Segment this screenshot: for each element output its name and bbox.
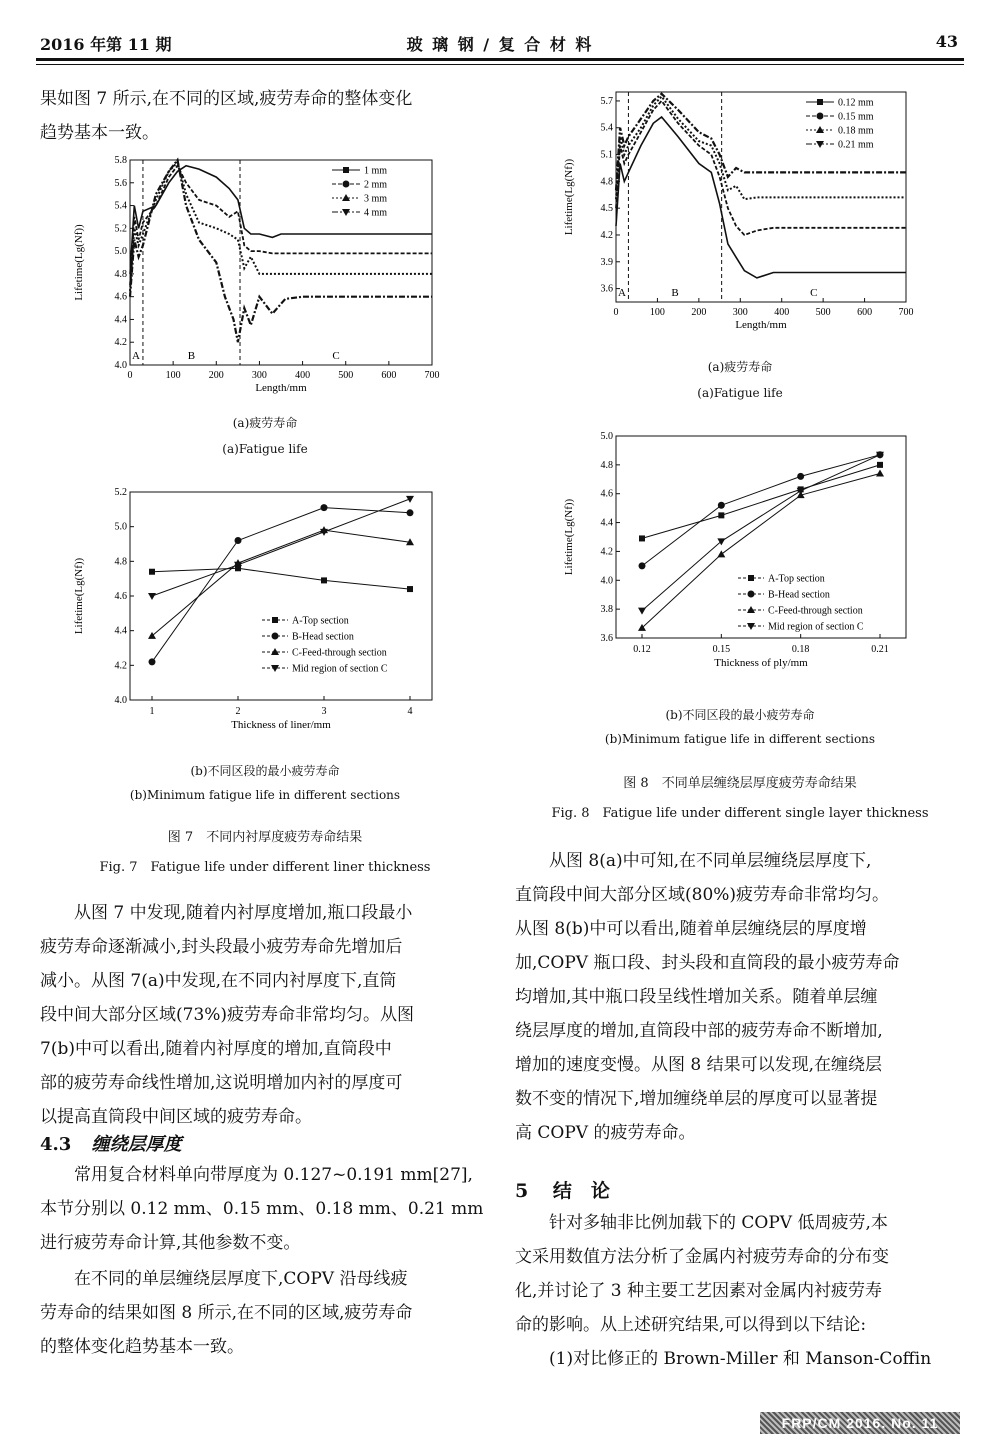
data-point [717,550,725,557]
legend-marker [272,617,278,623]
y-tick-label: 4.4 [600,517,613,529]
x-tick-label: 3 [321,706,327,717]
section-title: 缠绕层厚度 [91,1134,182,1155]
text-line: 从图 7 中发现,随着内衬厚度增加,瓶口段最小 [74,903,413,923]
text-line: 减小。从图 7(a)中发现,在不同内衬厚度下,直筒 [40,971,397,991]
y-tick-label: 4.2 [600,229,613,241]
left-paragraph-2 [40,1158,490,1260]
section-number: 4.3 [40,1134,72,1155]
text-line: 疲劳寿命逐渐减小,封头段最小疲劳寿命先增加后 [40,937,403,957]
chart-fig8a [560,86,940,348]
text-line: (1)对比修正的 Brown-Miller 和 Manson-Coffin [549,1349,932,1369]
fig7b-caption-en: (b)Minimum fatigue life in different sections [129,788,401,802]
x-tick-label: 200 [691,307,707,318]
y-tick-label: 4.2 [114,337,127,349]
text-line: 均增加,其中瓶口段呈线性增加关系。随着单层缠 [515,987,878,1007]
data-point [718,512,724,518]
text-line: 在不同的单层缠绕层厚度下,COPV 沿母线疲 [74,1269,408,1289]
section-heading-5 [515,1176,610,1203]
x-tick-label: 600 [857,307,873,318]
data-point [877,462,883,468]
text-line: 7(b)中可以看出,随着内衬厚度的增加,直筒段中 [40,1039,392,1059]
y-tick-label: 4.0 [114,695,127,706]
x-tick-label: 0.12 [633,644,651,655]
x-tick-label: 300 [732,307,748,318]
x-tick-label: 0.15 [712,644,731,655]
data-point [235,537,242,544]
text-line: 化,并讨论了 3 种主要工艺因素对金属内衬疲劳寿 [515,1281,883,1301]
fig8-title-en: Fig. 8 Fatigue life under different single layer thickness [551,806,929,821]
fig7-title-en: Fig. 7 Fatigue life under different liner thickness [99,860,431,875]
y-tick-label: 5.1 [600,149,613,161]
left-paragraph-3 [40,1262,490,1364]
x-tick-label: 700 [898,307,914,318]
y-tick-label: 4.8 [114,556,127,568]
data-point [149,658,156,665]
page-number: 43 [935,32,958,51]
x-tick-label: 600 [381,370,397,381]
series-line [642,465,880,539]
left-intro [40,82,490,150]
x-tick-label: 0 [613,307,619,318]
x-axis-label: Thickness of liner/mm [231,719,331,731]
y-tick-label: 5.4 [600,122,613,134]
y-tick-label: 5.0 [600,431,613,442]
y-tick-label: 5.7 [600,95,613,107]
text-line: 高 COPV 的疲劳寿命。 [515,1123,696,1143]
y-tick-label: 4.2 [600,546,613,558]
x-tick-label: 300 [251,370,267,381]
data-point [321,504,328,511]
y-tick-label: 5.6 [114,177,127,189]
x-tick-label: 200 [208,370,224,381]
y-tick-label: 5.2 [114,223,127,235]
y-tick-label: 5.4 [114,200,127,212]
text-line: 部的疲劳寿命线性增加,这说明增加内衬的厚度可 [40,1073,403,1093]
series-line [642,455,880,611]
section-number: 5 [515,1180,529,1202]
text-line: 果如图 7 所示,在不同的区域,疲劳寿命的整体变化 [40,89,413,109]
legend-marker [343,181,350,188]
fig8b-caption-zh: (b)不同区段的最小疲劳寿命 [665,708,815,722]
fig7b-caption-zh: (b)不同区段的最小疲劳寿命 [190,764,340,778]
x-tick-label: 500 [338,370,354,381]
x-tick-label: 1 [149,706,155,717]
legend-marker [748,575,754,581]
right-paragraph-2 [515,1206,963,1376]
legend-marker [272,633,279,640]
section-title: 结 论 [552,1180,610,1202]
fig8a-caption-en: (a)Fatigue life [697,386,783,400]
text-line: 加,COPV 瓶口段、封头段和直筒段的最小疲劳寿命 [515,953,900,973]
text-line: 趋势基本一致。 [40,123,159,143]
data-point [876,470,884,477]
y-axis-label: Lifetime(Lg(Nf)) [563,158,575,236]
data-point [639,562,646,569]
y-tick-label: 3.9 [600,256,613,268]
y-tick-label: 4.4 [114,625,127,637]
fig7a-caption-zh: (a)疲劳寿命 [232,416,298,430]
text-line: 进行疲劳寿命计算,其他参数不变。 [40,1233,301,1253]
left-paragraph-1 [40,896,490,1134]
y-tick-label: 4.6 [114,591,127,602]
legend-marker [817,99,823,105]
y-tick-label: 5.0 [114,246,127,258]
text-line: 绕层厚度的增加,直筒段中部的疲劳寿命不断增加, [515,1021,883,1041]
legend-marker [343,167,349,173]
data-point [407,586,413,592]
text-line: 常用复合材料单向带厚度为 0.127~0.191 mm[27], [74,1165,473,1185]
text-line: 增加的速度变慢。从图 8 结果可以发现,在缠绕层 [515,1055,883,1075]
data-point [321,577,327,583]
y-tick-label: 4.5 [600,203,613,215]
region-label: A [618,287,626,299]
y-tick-label: 5.8 [114,155,127,166]
y-tick-label: 4.6 [114,291,127,303]
plot-frame [130,160,432,365]
legend-label: 0.18 mm [838,125,874,137]
text-line: 段中间大部分区域(73%)疲劳寿命非常均匀。从图 [40,1005,415,1025]
y-tick-label: 3.8 [600,604,613,616]
x-tick-label: 0.21 [871,644,889,655]
text-line: 文采用数值方法分析了金属内衬疲劳寿命的分布变 [515,1247,889,1267]
x-tick-label: 100 [649,307,665,318]
y-tick-label: 5.2 [114,487,127,498]
legend-label: 2 mm [364,179,388,191]
legend-label: 1 mm [364,165,388,177]
y-tick-label: 4.8 [600,459,613,471]
region-label: B [187,350,196,362]
region-label: B [671,287,679,299]
text-line: 的整体变化趋势基本一致。 [40,1337,244,1357]
data-point [718,502,725,509]
legend-label: Mid region of section C [768,621,864,633]
x-tick-label: 400 [295,370,311,381]
journal-issue: 2016 年第 11 期 [40,35,172,54]
x-tick-label: 400 [774,307,790,318]
legend-label: Mid region of section C [292,663,388,675]
legend-marker [748,591,755,598]
data-point [797,473,804,480]
data-point [148,593,156,600]
legend-label: A-Top section [768,573,825,585]
text-line: 直筒段中间大部分区域(80%)疲劳寿命非常均匀。 [515,885,890,905]
chart-fig7a [70,150,450,405]
y-axis-label: Lifetime(Lg(Nf)) [73,557,85,635]
text-line: 本节分别以 0.12 mm、0.15 mm、0.18 mm、0.21 mm [40,1199,484,1219]
header-rule [36,58,964,61]
y-tick-label: 3.6 [600,633,613,644]
fig7-title-zh: 图 7 不同内衬厚度疲劳寿命结果 [167,830,363,845]
y-tick-label: 4.8 [114,268,127,280]
data-point [406,496,414,503]
data-point [149,569,155,575]
y-tick-label: 4.4 [114,314,127,326]
text-line: 以提高直筒段中间区域的疲劳寿命。 [40,1107,312,1127]
journal-title: 玻 璃 钢 / 复 合 材 料 [406,35,594,54]
series-line [152,568,410,589]
x-tick-label: 2 [235,706,241,717]
text-line: 从图 8(b)中可以看出,随着单层缠绕层的厚度增 [515,919,867,939]
region-label: A [132,350,140,362]
x-axis-label: Length/mm [255,382,307,394]
y-axis-label: Lifetime(Lg(Nf)) [563,498,575,576]
text-line: 命的影响。从上述研究结果,可以得到以下结论: [515,1315,867,1335]
region-label: C [810,287,818,299]
data-point [407,509,414,516]
y-tick-label: 4.6 [600,488,613,500]
y-axis-label: Lifetime(Lg(Nf)) [73,224,85,301]
y-tick-label: 4.8 [600,176,613,188]
legend-label: 3 mm [364,193,388,205]
section-heading-4-3 [40,1130,182,1156]
x-tick-label: 4 [407,706,413,717]
x-tick-label: 100 [165,370,181,381]
x-axis-label: Thickness of ply/mm [714,657,808,669]
x-axis-label: Length/mm [735,319,787,331]
text-line: 针对多轴非比例加载下的 COPV 低周疲劳,本 [549,1213,888,1233]
text-line: 劳寿命的结果如图 8 所示,在不同的区域,疲劳寿命 [40,1303,413,1323]
series-line [152,499,410,596]
data-point [638,608,646,615]
fig8a-caption-zh: (a)疲劳寿命 [707,360,773,374]
footer-badge: FRP/CM 2016. No. 11 [760,1412,960,1434]
region-label: C [332,350,340,362]
text-line: 从图 8(a)中可知,在不同单层缠绕层厚度下, [549,851,872,871]
data-point [639,535,645,541]
legend-label: 0.21 mm [838,139,874,151]
legend-label: A-Top section [292,615,349,627]
right-paragraph-1 [515,844,963,1150]
x-tick-label: 0.18 [791,644,810,655]
fig8-title-zh: 图 8 不同单层缠绕层厚度疲劳寿命结果 [623,776,857,791]
legend-marker [817,113,824,120]
y-tick-label: 3.6 [600,283,613,295]
legend-label: 0.12 mm [838,97,874,109]
y-tick-label: 4.2 [114,660,127,672]
legend-label: 4 mm [364,207,388,219]
text-line: 数不变的情况下,增加缠绕单层的厚度可以显著提 [515,1089,878,1109]
chart-fig7b [70,480,450,745]
x-tick-label: 0 [127,370,133,381]
y-tick-label: 4.0 [600,575,613,587]
series-line [152,530,410,636]
legend-label: C-Feed-through section [292,647,387,659]
legend-label: B-Head section [768,589,830,601]
x-tick-label: 700 [424,370,440,381]
fig7a-caption-en: (a)Fatigue life [222,442,308,456]
legend-label: 0.15 mm [838,111,874,123]
header-rule-thin [36,64,964,65]
x-tick-label: 500 [815,307,831,318]
legend-label: B-Head section [292,631,354,643]
y-tick-label: 5.0 [114,521,127,533]
y-tick-label: 4.0 [114,360,127,371]
chart-fig8b [560,426,940,688]
legend-label: C-Feed-through section [768,605,863,617]
fig8b-caption-en: (b)Minimum fatigue life in different sections [604,732,876,746]
